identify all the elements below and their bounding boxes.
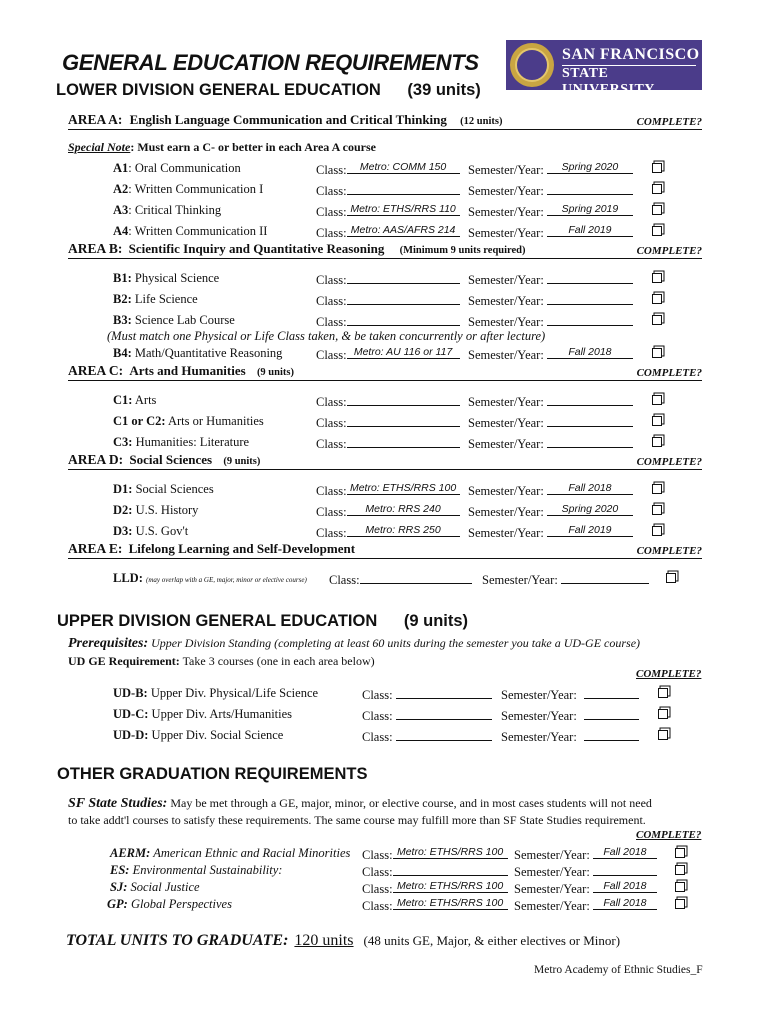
row-c3-label: C3: Humanities: Literature: [113, 435, 250, 449]
row-a3-semester: Semester/Year: Spring 2019: [468, 203, 633, 220]
aerm-checkbox[interactable]: [675, 848, 685, 858]
gp-semester-field[interactable]: Fall 2018: [593, 897, 657, 910]
c3-checkbox[interactable]: [652, 437, 662, 447]
es-semester-field[interactable]: [593, 863, 657, 876]
row-d3-semester: Semester/Year: Fall 2019: [468, 524, 633, 541]
row-b3-semester: Semester/Year:: [468, 313, 633, 330]
row-a3-class: Class: Metro: ETHS/RRS 110: [316, 203, 460, 220]
lld-class-field[interactable]: [360, 571, 472, 584]
area-e-complete-label: COMPLETE?: [636, 545, 702, 557]
area-a-name: English Language Communication and Critical Thinking: [129, 112, 447, 127]
row-b1-class: Class:: [316, 271, 460, 288]
row-d2-class: Class: Metro: RRS 240: [316, 503, 460, 520]
row-d2-label: D2: U.S. History: [113, 503, 199, 517]
row-a1-class: Class: Metro: COMM 150: [316, 161, 460, 178]
row-udc-label: UD-C: Upper Div. Arts/Humanities: [113, 707, 293, 721]
row-b3-class: Class:: [316, 313, 460, 330]
sf-state-studies-line2: to take addt'l courses to satisfy these requirements. The same course may fulfill more than SF State Studies requirement.: [68, 813, 646, 827]
sf-state-studies-line1: SF State Studies: May be met through a GE, major, minor, or elective course, and in most cases students will not need: [68, 796, 652, 811]
area-e-name: Lifelong Learning and Self-Development: [128, 541, 356, 556]
row-b4-label: B4: Math/Quantitative Reasoning: [113, 346, 283, 360]
footer-text: Metro Academy of Ethnic Studies_F: [534, 964, 703, 976]
row-b4-semester: Semester/Year: Fall 2018: [468, 346, 633, 363]
b2-checkbox[interactable]: [652, 294, 662, 304]
area-b-units: (Minimum 9 units required): [399, 245, 526, 256]
row-es-label: ES: Environmental Sustainability:: [110, 863, 283, 877]
row-a4-label: A4: Written Communication II: [113, 224, 268, 238]
area-e-code: AREA E:: [68, 541, 123, 556]
b4-class-field[interactable]: Metro: AU 116 or 117: [347, 346, 460, 359]
row-d1-semester: Semester/Year: Fall 2018: [468, 482, 633, 499]
a2-checkbox[interactable]: [652, 184, 662, 194]
row-a1-label: A1: Oral Communication: [113, 161, 241, 175]
area-c-header: [68, 363, 702, 381]
b4-semester-field[interactable]: Fall 2018: [547, 346, 633, 359]
udd-semester-field[interactable]: [584, 728, 639, 741]
area-e-header: [68, 541, 702, 559]
row-a2-semester: Semester/Year:: [468, 182, 633, 199]
area-c-complete-label: COMPLETE?: [636, 367, 702, 379]
b1-class-field[interactable]: [347, 271, 460, 284]
row-udd-class: Class:: [362, 728, 492, 745]
upper-complete-label: COMPLETE?: [636, 668, 702, 680]
row-udb-class: Class:: [362, 686, 492, 703]
row-gp-label: GP: Global Perspectives: [107, 897, 232, 911]
area-a-special-note: [68, 140, 376, 155]
area-b-header: [68, 241, 702, 259]
row-c1c2-class: Class:: [316, 414, 460, 431]
sj-class-field[interactable]: Metro: ETHS/RRS 100: [393, 880, 508, 893]
row-b2-class: Class:: [316, 292, 460, 309]
udc-class-field[interactable]: [396, 707, 492, 720]
b2-semester-field[interactable]: [547, 292, 633, 305]
area-b-complete-label: COMPLETE?: [636, 245, 702, 257]
udb-class-field[interactable]: [396, 686, 492, 699]
b1-semester-field[interactable]: [547, 271, 633, 284]
row-aerm-semester: Semester/Year: Fall 2018: [514, 846, 657, 863]
b3-semester-field[interactable]: [547, 313, 633, 326]
row-udb-label: UD-B: Upper Div. Physical/Life Science: [113, 686, 319, 700]
c3-semester-field[interactable]: [547, 435, 633, 448]
a1-checkbox[interactable]: [652, 163, 662, 173]
row-aerm-class: Class: Metro: ETHS/RRS 100: [362, 846, 508, 863]
udb-checkbox[interactable]: [658, 688, 668, 698]
row-b1-semester: Semester/Year:: [468, 271, 633, 288]
area-d-name: Social Sciences: [129, 452, 213, 467]
row-d1-class: Class: Metro: ETHS/RRS 100: [316, 482, 460, 499]
lld-checkbox[interactable]: [666, 573, 676, 583]
es-checkbox[interactable]: [675, 865, 685, 875]
row-es-class: Class:: [362, 863, 508, 880]
row-d1-label: D1: Social Sciences: [113, 482, 214, 496]
row-d2-semester: Semester/Year: Spring 2020: [468, 503, 633, 520]
a4-checkbox[interactable]: [652, 226, 662, 236]
area-b-code: AREA B:: [68, 241, 123, 256]
upper-division-heading: [57, 612, 468, 631]
d2-class-field[interactable]: Metro: RRS 240: [347, 503, 460, 516]
area-a-code: AREA A:: [68, 112, 123, 127]
a2-semester-field[interactable]: [547, 182, 633, 195]
d3-class-field[interactable]: Metro: RRS 250: [347, 524, 460, 537]
row-lld-label: LLD: (may overlap with a GE, major, minor or elective course): [113, 571, 307, 585]
special-note-label: Special Note: [68, 140, 131, 154]
b3-class-field[interactable]: [347, 313, 460, 326]
area-d-complete-label: COMPLETE?: [636, 456, 702, 468]
row-c1-label: C1: Arts: [113, 393, 157, 407]
es-class-field[interactable]: [393, 863, 508, 876]
row-d3-label: D3: U.S. Gov't: [113, 524, 189, 538]
gp-checkbox[interactable]: [675, 899, 685, 909]
row-b2-label: B2: Life Science: [113, 292, 198, 306]
row-a2-label: A2: Written Communication I: [113, 182, 264, 196]
upper-division-title: UPPER DIVISION GENERAL EDUCATION: [57, 612, 378, 630]
d3-checkbox[interactable]: [652, 526, 662, 536]
upper-requirement: UD GE Requirement: Take 3 courses (one in each area below): [68, 654, 375, 668]
row-c1-class: Class:: [316, 393, 460, 410]
area-b-name: Scientific Inquiry and Quantitative Reasoning: [128, 241, 385, 256]
b3-checkbox[interactable]: [652, 315, 662, 325]
row-b1-label: B1: Physical Science: [113, 271, 220, 285]
total-units-note: (48 units GE, Major, & either electives or Minor): [363, 933, 621, 948]
row-es-semester: Semester/Year:: [514, 863, 657, 880]
row-c1-semester: Semester/Year:: [468, 393, 633, 410]
row-c1c2-label: C1 or C2: Arts or Humanities: [113, 414, 264, 428]
area-c-code: AREA C:: [68, 363, 124, 378]
row-lld-class: Class:: [329, 571, 472, 588]
udc-semester-field[interactable]: [584, 707, 639, 720]
row-lld-semester: Semester/Year:: [482, 571, 649, 588]
b1-checkbox[interactable]: [652, 273, 662, 283]
d1-semester-field[interactable]: Fall 2018: [547, 482, 633, 495]
total-units-value: 120 units: [294, 932, 354, 949]
other-requirements-heading: OTHER GRADUATION REQUIREMENTS: [57, 765, 368, 783]
lower-division-title: LOWER DIVISION GENERAL EDUCATION: [56, 81, 381, 99]
a3-checkbox[interactable]: [652, 205, 662, 215]
total-units-label: TOTAL UNITS TO GRADUATE:: [66, 932, 289, 949]
row-udd-label: UD-D: Upper Div. Social Science: [113, 728, 284, 742]
row-aerm-label: AERM: American Ethnic and Racial Minorities: [110, 846, 351, 860]
row-d3-class: Class: Metro: RRS 250: [316, 524, 460, 541]
row-c3-semester: Semester/Year:: [468, 435, 633, 452]
a4-semester-field[interactable]: Fall 2019: [547, 224, 633, 237]
d1-class-field[interactable]: Metro: ETHS/RRS 100: [347, 482, 460, 495]
row-a4-semester: Semester/Year: Fall 2019: [468, 224, 633, 241]
row-a4-class: Class: Metro: AAS/AFRS 214: [316, 224, 460, 241]
area-a-complete-label: COMPLETE?: [636, 116, 702, 128]
sj-semester-field[interactable]: Fall 2018: [593, 880, 657, 893]
row-gp-class: Class: Metro: ETHS/RRS 100: [362, 897, 508, 914]
area-b-lab-note: (Must match one Physical or Life Class taken, & be taken concurrently or after lecture): [107, 329, 546, 343]
area-a-units: (12 units): [460, 116, 503, 127]
d1-checkbox[interactable]: [652, 484, 662, 494]
row-b4-class: Class: Metro: AU 116 or 117: [316, 346, 460, 363]
upper-division-units: (9 units): [403, 612, 469, 630]
area-c-name: Arts and Humanities: [129, 363, 246, 378]
university-seal-icon: [510, 43, 554, 87]
row-udc-semester: Semester/Year:: [501, 707, 639, 724]
area-d-code: AREA D:: [68, 452, 124, 467]
c1-class-field[interactable]: [347, 393, 460, 406]
lld-semester-field[interactable]: [561, 571, 649, 584]
area-d-header: [68, 452, 702, 470]
c3-class-field[interactable]: [347, 435, 460, 448]
udd-checkbox[interactable]: [658, 730, 668, 740]
a4-class-field[interactable]: Metro: AAS/AFRS 214: [347, 224, 460, 237]
sj-checkbox[interactable]: [675, 882, 685, 892]
row-a2-class: Class:: [316, 182, 460, 199]
a2-class-field[interactable]: [347, 182, 460, 195]
special-note-text: : Must earn a C- or better in each Area A course: [130, 140, 376, 154]
page-title: GENERAL EDUCATION REQUIREMENTS: [62, 50, 479, 75]
upper-prereq: Prerequisites: Upper Division Standing (completing at least 60 units during the semester you take a UD-GE course): [68, 636, 641, 651]
aerm-semester-field[interactable]: Fall 2018: [593, 846, 657, 859]
sfsu-logo: [506, 40, 702, 97]
udb-semester-field[interactable]: [584, 686, 639, 699]
d3-semester-field[interactable]: Fall 2019: [547, 524, 633, 537]
row-b3-label: B3: Science Lab Course: [113, 313, 235, 327]
area-c-units: (9 units): [256, 367, 294, 378]
c1c2-class-field[interactable]: [347, 414, 460, 427]
udd-class-field[interactable]: [396, 728, 492, 741]
udc-checkbox[interactable]: [658, 709, 668, 719]
row-sj-semester: Semester/Year: Fall 2018: [514, 880, 657, 897]
a3-class-field[interactable]: Metro: ETHS/RRS 110: [347, 203, 460, 216]
c1-semester-field[interactable]: [547, 393, 633, 406]
b4-checkbox[interactable]: [652, 348, 662, 358]
row-a3-label: A3: Critical Thinking: [113, 203, 222, 217]
total-units-line: [66, 932, 620, 950]
lower-division-heading: [56, 81, 481, 100]
row-a1-semester: Semester/Year: Spring 2020: [468, 161, 633, 178]
d2-checkbox[interactable]: [652, 505, 662, 515]
c1c2-checkbox[interactable]: [652, 416, 662, 426]
a1-class-field[interactable]: Metro: COMM 150: [347, 161, 460, 174]
area-a-header: [68, 112, 702, 130]
row-gp-semester: Semester/Year: Fall 2018: [514, 897, 657, 914]
row-udc-class: Class:: [362, 707, 492, 724]
row-b2-semester: Semester/Year:: [468, 292, 633, 309]
area-d-units: (9 units): [223, 456, 261, 467]
row-udd-semester: Semester/Year:: [501, 728, 639, 745]
lower-division-units: (39 units): [407, 81, 481, 99]
other-complete-label: COMPLETE?: [636, 829, 702, 841]
b2-class-field[interactable]: [347, 292, 460, 305]
logo-line2: STATE UNIVERSITY: [562, 66, 655, 97]
a3-semester-field[interactable]: Spring 2019: [547, 203, 633, 216]
row-udb-semester: Semester/Year:: [501, 686, 639, 703]
row-sj-label: SJ: Social Justice: [110, 880, 200, 894]
logo-line1: SAN FRANCISCO: [562, 46, 700, 63]
d2-semester-field[interactable]: Spring 2020: [547, 503, 633, 516]
row-sj-class: Class: Metro: ETHS/RRS 100: [362, 880, 508, 897]
c1c2-semester-field[interactable]: [547, 414, 633, 427]
row-c3-class: Class:: [316, 435, 460, 452]
a1-semester-field[interactable]: Spring 2020: [547, 161, 633, 174]
row-c1c2-semester: Semester/Year:: [468, 414, 633, 431]
aerm-class-field[interactable]: Metro: ETHS/RRS 100: [393, 846, 508, 859]
c1-checkbox[interactable]: [652, 395, 662, 405]
gp-class-field[interactable]: Metro: ETHS/RRS 100: [393, 897, 508, 910]
